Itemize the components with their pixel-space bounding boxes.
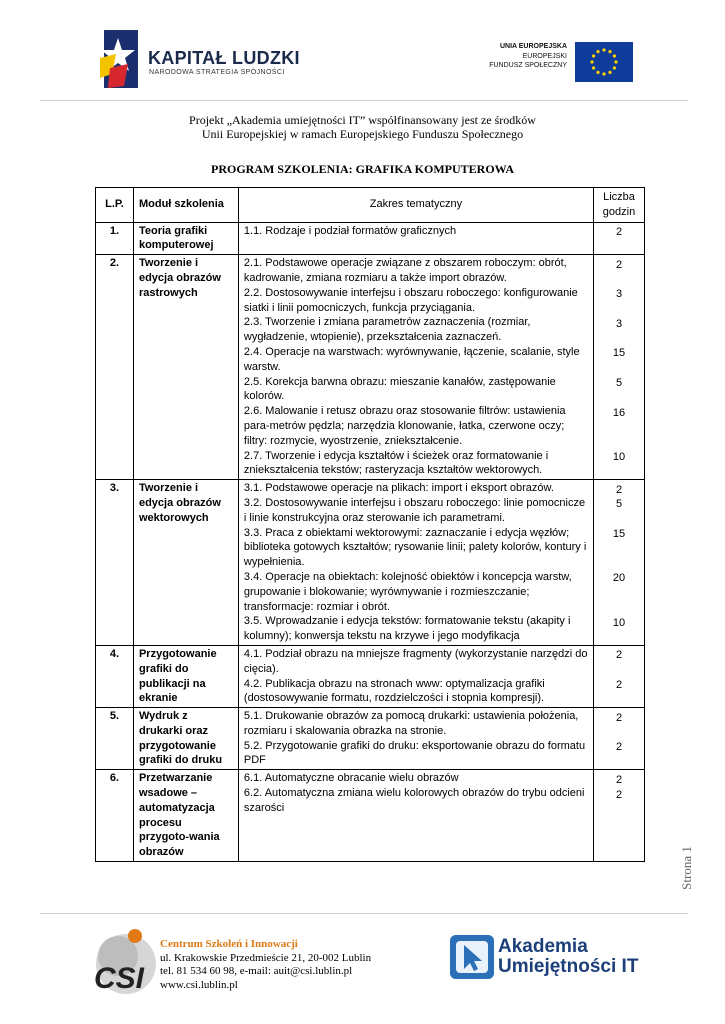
table-row xyxy=(96,645,645,707)
csi-logo-text: CSI xyxy=(94,962,145,995)
table-row xyxy=(96,480,645,646)
kapital-ludzki-subtitle: NARODOWA STRATEGIA SPÓJNOŚCI xyxy=(149,69,285,76)
eu-logo-text xyxy=(489,42,567,71)
hours-value: 2 xyxy=(615,741,623,754)
eu-line2: EUROPEJSKI xyxy=(522,52,567,60)
topic-item: 5.1. Drukowanie obrazów za pomocą drukarki: ustawienia położenia, rozmiaru i skalowania obrazka na stronie. xyxy=(243,710,579,737)
hours-value: 15 xyxy=(612,528,626,541)
project-note xyxy=(0,113,725,141)
header-lp: L.P. xyxy=(96,188,134,223)
topic-item: 4.1. Podział obrazu na mniejsze fragmenty (wykorzystanie narzędzi do cięcia). xyxy=(243,647,588,675)
topic-item: 2.3. Tworzenie i zmiana parametrów zaznaczenia (rozmiar, wygładzenie, wtopienie), przekształcenia zaznaczeń. xyxy=(243,316,531,344)
header-hours: Liczba godzin xyxy=(594,188,645,223)
topic-item: 6.1. Automatyczne obracanie wielu obrazów xyxy=(243,772,459,785)
hours-value: 2 xyxy=(615,773,623,786)
footer-divider xyxy=(40,913,688,914)
hours-value: 2 xyxy=(615,788,623,801)
row-lp: 2. xyxy=(96,255,134,480)
topic-item: 3.1. Podstawowe operacje na plikach: import i eksport obrazów. xyxy=(243,482,554,495)
row-module: Tworzenie i edycja obrazów wektorowych xyxy=(133,480,238,646)
page-header xyxy=(0,0,725,100)
footer-address: ul. Krakowskie Przedmieście 21, 20-002 Lublin xyxy=(160,951,372,964)
akademia-line1: Akademia xyxy=(498,936,588,957)
row-lp: 6. xyxy=(96,770,134,862)
row-scope xyxy=(238,222,593,255)
row-lp: 5. xyxy=(96,708,134,770)
topic-item: 3.3. Praca z obiektami wektorowymi: zaznaczanie i edycja węzłów; biblioteka gotowych kształtów; rysowanie linii; palety kolorów, kontury i wypełnienia. xyxy=(243,526,587,569)
hours-value: 10 xyxy=(612,616,626,629)
project-line-1: Projekt „Akademia umiejętności IT” współfinansowany jest ze środków xyxy=(189,113,536,127)
eu-line3: FUNDUSZ SPOŁECZNY xyxy=(489,62,567,69)
hours-value: 5 xyxy=(615,498,623,511)
topic-item: 2.2. Dostosowywanie interfejsu i obszaru roboczego: konfigurowanie siatki i linii pomocniczych, funkcja przyciągania. xyxy=(243,286,578,314)
akademia-logo xyxy=(450,935,639,983)
hours-value: 3 xyxy=(615,288,623,301)
row-module: Tworzenie i edycja obrazów rastrowych xyxy=(133,255,238,480)
akademia-line2: Umiejętności IT xyxy=(498,956,639,977)
header-divider xyxy=(40,100,688,101)
hours-value: 2 xyxy=(615,711,623,724)
row-hours xyxy=(594,222,645,255)
header-scope: Zakres tematyczny xyxy=(238,188,593,223)
hours-value: 2 xyxy=(615,649,623,662)
row-module: Wydruk z drukarki oraz przygotowanie grafiki do druku xyxy=(133,708,238,770)
row-lp: 3. xyxy=(96,480,134,646)
hours-value: 20 xyxy=(612,572,626,585)
row-module: Przetwarzanie wsadowe – automatyzacja procesu przygoto-wania obrazów xyxy=(133,770,238,862)
row-lp: 4. xyxy=(96,645,134,707)
hours-value: 2 xyxy=(615,678,623,691)
topic-item: 3.2. Dostosowywanie interfejsu i obszaru roboczego: linie pomocnicze i linie konstrukcyjna oraz sterowanie ich parametrami. xyxy=(243,496,586,524)
row-hours xyxy=(594,645,645,707)
footer-phone-email: tel. 81 534 60 98, e-mail: auit@csi.lublin.pl xyxy=(160,965,353,977)
topic-item: 2.5. Korekcja barwna obrazu: mieszanie kanałów, zastępowanie kolorów. xyxy=(243,375,556,403)
row-lp: 1. xyxy=(96,222,134,255)
row-scope xyxy=(238,255,593,480)
row-hours xyxy=(594,480,645,646)
row-hours xyxy=(594,255,645,480)
row-scope xyxy=(238,708,593,770)
table-row xyxy=(96,255,645,480)
training-program-table xyxy=(95,187,645,862)
hours-value: 3 xyxy=(615,317,623,330)
page-number-label: Strona 1 xyxy=(678,846,694,890)
topic-item: 5.2. Przygotowanie grafiki do druku: eksportowanie obrazu do formatu PDF xyxy=(243,739,586,767)
hours-value: 15 xyxy=(612,347,626,360)
hours-value: 2 xyxy=(615,483,623,496)
row-module: Przygotowanie grafiki do publikacji na ekranie xyxy=(133,645,238,707)
footer-org-name: Centrum Szkoleń i Innowacji xyxy=(160,938,298,950)
footer-website: www.csi.lublin.pl xyxy=(160,978,238,991)
csi-logo xyxy=(88,926,163,996)
eu-logo xyxy=(473,42,633,82)
project-line-2: Unii Europejskiej w ramach Europejskiego Funduszu Społecznego xyxy=(201,127,524,141)
akademia-logo-text xyxy=(498,937,638,977)
table-row xyxy=(96,708,645,770)
row-hours xyxy=(594,770,645,862)
hours-value: 10 xyxy=(612,450,626,463)
hours-value: 2 xyxy=(615,258,623,271)
topic-item: 1.1. Rodzaje i podział formatów graficznych xyxy=(243,224,457,237)
document-title: PROGRAM SZKOLENIA: GRAFIKA KOMPUTEROWA xyxy=(210,162,514,176)
row-hours xyxy=(594,708,645,770)
topic-item: 3.4. Operacje na obiektach: kolejność obiektów i koncepcja warstw, grupowanie i blokowanie; wyrównywanie i rozmieszczanie; transformacje: rozmiar i obrót. xyxy=(243,570,572,613)
hours-value: 16 xyxy=(612,406,626,419)
kapital-ludzki-star-icon xyxy=(98,28,140,90)
table-body xyxy=(96,222,645,861)
kapital-ludzki-logo xyxy=(98,28,308,92)
topic-item: 2.6. Malowanie i retusz obrazu oraz stosowanie filtrów: ustawienia para-metrów pędzla; narzędzia klonowanie, łatka, czerwone oczy; filtry: rozmycie, wyostrzenie, zniekształcenie. xyxy=(243,405,566,447)
table-row xyxy=(96,222,645,255)
footer-contact xyxy=(160,938,371,992)
row-scope xyxy=(238,645,593,707)
topic-item: 3.5. Wprowadzanie i edycja tekstów: formatowanie tekstu (akapity i kolumny); konwersja tekstu na krzywe i jego modyfikacja xyxy=(243,615,571,643)
topic-item: 2.1. Podstawowe operacje związane z obszarem roboczym: obrót, kadrowanie, zmiana rozmiaru a także import obrazów. xyxy=(243,257,567,284)
header-module: Moduł szkolenia xyxy=(133,188,238,223)
eu-line1: UNIA EUROPEJSKA xyxy=(499,43,567,50)
kapital-ludzki-title: KAPITAŁ LUDZKI xyxy=(148,48,300,68)
eu-flag-icon xyxy=(575,42,633,82)
topic-item: 4.2. Publikacja obrazu na stronach www: optymalizacja grafiki (dostosowywanie formatu, rozdzielczości i stopnia kompresji). xyxy=(243,677,545,705)
topic-item: 6.2. Automatyczna zmiana wielu kolorowych obrazów do trybu odcieni szarości xyxy=(243,787,585,814)
table-header-row xyxy=(96,188,645,223)
row-scope xyxy=(238,480,593,646)
topic-item: 2.7. Tworzenie i edycja kształtów i ścieżek oraz formatowanie i zniekształcenia tekstów; rasteryzacja kształtów wektorowych. xyxy=(243,449,549,477)
row-module: Teoria grafiki komputerowej xyxy=(133,222,238,255)
topic-item: 2.4. Operacje na warstwach: wyrównywanie, łączenie, scalanie, style warstw. xyxy=(243,345,580,373)
akademia-cursor-icon xyxy=(450,935,494,979)
hours-value: 5 xyxy=(615,377,623,389)
page-number-vertical xyxy=(678,840,703,900)
table-row xyxy=(96,770,645,862)
hours-value: 2 xyxy=(615,226,623,239)
row-scope xyxy=(238,770,593,862)
